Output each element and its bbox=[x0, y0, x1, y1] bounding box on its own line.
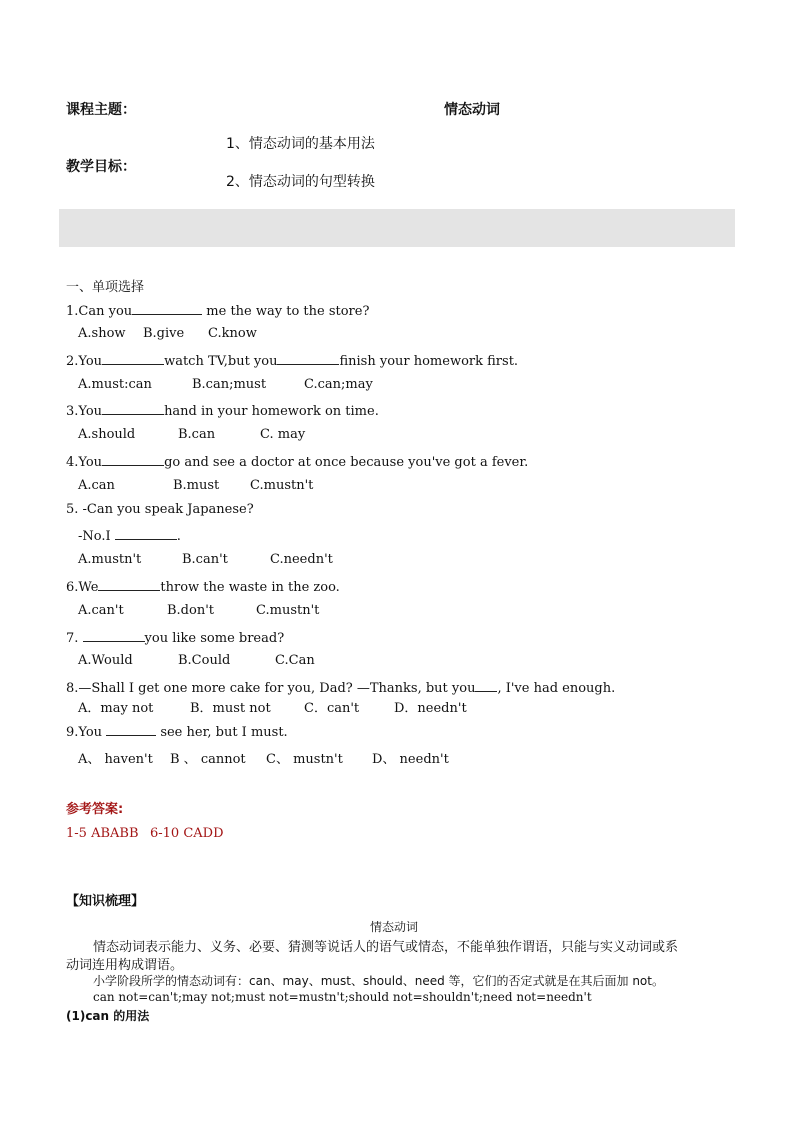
option: B.don't bbox=[167, 603, 215, 618]
knowledge-title: 【知识梳理】 bbox=[66, 894, 145, 909]
goal-1: 1、情态动词的基本用法 bbox=[226, 136, 375, 152]
topic-label: 课程主题： bbox=[66, 102, 136, 118]
option: A．may not bbox=[78, 701, 154, 716]
para1-line1: 情态动词表示能力、义务、必要、猜测等说话人的语气或情态，不能单独作谓语，只能与实义动词或系 bbox=[93, 940, 679, 955]
option: B.give bbox=[143, 326, 185, 341]
grey-banner bbox=[59, 209, 735, 247]
option: C.mustn't bbox=[250, 478, 314, 493]
question-2: 2.You watch TV,but you finish your homework first. bbox=[66, 354, 519, 369]
option: C.can;may bbox=[304, 377, 373, 392]
option: A.should bbox=[78, 427, 136, 442]
option: B.can't bbox=[182, 552, 228, 567]
option: A.mustn't bbox=[78, 552, 142, 567]
answer-blank bbox=[102, 352, 164, 365]
answers-1-5: 1-5 ABABB bbox=[66, 826, 139, 841]
option: B.must bbox=[173, 478, 220, 493]
option: C.Can bbox=[275, 653, 315, 668]
option: C.mustn't bbox=[256, 603, 320, 618]
option: D．needn't bbox=[394, 701, 467, 716]
answer-blank bbox=[115, 527, 177, 540]
option: B.Could bbox=[178, 653, 231, 668]
option: C.needn't bbox=[270, 552, 333, 567]
can-usage-heading: (1)can 的用法 bbox=[66, 1009, 150, 1023]
answer-blank bbox=[102, 453, 164, 466]
para3: can not=can't;may not;must not=mustn't;should not=shouldn't;need not=needn't bbox=[93, 990, 592, 1004]
option: A.can't bbox=[78, 603, 124, 618]
para1-line2: 动词连用构成谓语。 bbox=[66, 958, 184, 973]
section-title: 一、单项选择 bbox=[66, 280, 145, 295]
answer-blank bbox=[132, 302, 202, 315]
question-6: 6.We throw the waste in the zoo. bbox=[66, 580, 340, 595]
question-5: 5. -Can you speak Japanese? bbox=[66, 502, 254, 517]
topic-value: 情态动词 bbox=[444, 102, 500, 118]
option: A.show bbox=[78, 326, 126, 341]
option: B．must not bbox=[190, 701, 271, 716]
knowledge-subtitle: 情态动词 bbox=[370, 920, 419, 934]
answer-blank bbox=[98, 578, 160, 591]
option: A.Would bbox=[78, 653, 133, 668]
option: A.can bbox=[78, 478, 115, 493]
question-7: 7. you like some bread? bbox=[66, 631, 285, 646]
question-5-reply: -No.I . bbox=[78, 529, 181, 544]
answers-label: 参考答案: bbox=[66, 802, 124, 817]
option: C．can't bbox=[304, 701, 360, 716]
answer-blank bbox=[102, 402, 164, 415]
option: D、 needn't bbox=[372, 752, 449, 767]
goal-label: 教学目标： bbox=[66, 159, 136, 175]
option: B.can bbox=[178, 427, 216, 442]
option: B 、 cannot bbox=[170, 752, 246, 767]
question-4: 4.You go and see a doctor at once because you've got a fever. bbox=[66, 455, 529, 470]
para2: 小学阶段所学的情态动词有：can、may、must、should、need 等，它们的否定式就是在其后面加 not。 bbox=[93, 974, 664, 988]
question-9: 9.You see her, but I must. bbox=[66, 725, 288, 740]
question-3: 3.You hand in your homework on time. bbox=[66, 404, 379, 419]
option: A、 haven't bbox=[78, 752, 153, 767]
answer-blank bbox=[106, 723, 156, 736]
option: B.can;must bbox=[192, 377, 267, 392]
answer-blank bbox=[277, 352, 339, 365]
answer-blank bbox=[83, 629, 145, 642]
option: A.must:can bbox=[78, 377, 152, 392]
question-1: 1.Can you me the way to the store? bbox=[66, 304, 370, 319]
answers-6-10: 6-10 CADD bbox=[150, 826, 224, 841]
answer-blank bbox=[475, 679, 497, 692]
question-8: 8.—Shall I get one more cake for you, Dad? —Thanks, but you , I've had enough. bbox=[66, 681, 616, 696]
option: C.know bbox=[208, 326, 257, 341]
option: C. may bbox=[260, 427, 306, 442]
option: C、 mustn't bbox=[266, 752, 343, 767]
goal-2: 2、情态动词的句型转换 bbox=[226, 174, 375, 190]
